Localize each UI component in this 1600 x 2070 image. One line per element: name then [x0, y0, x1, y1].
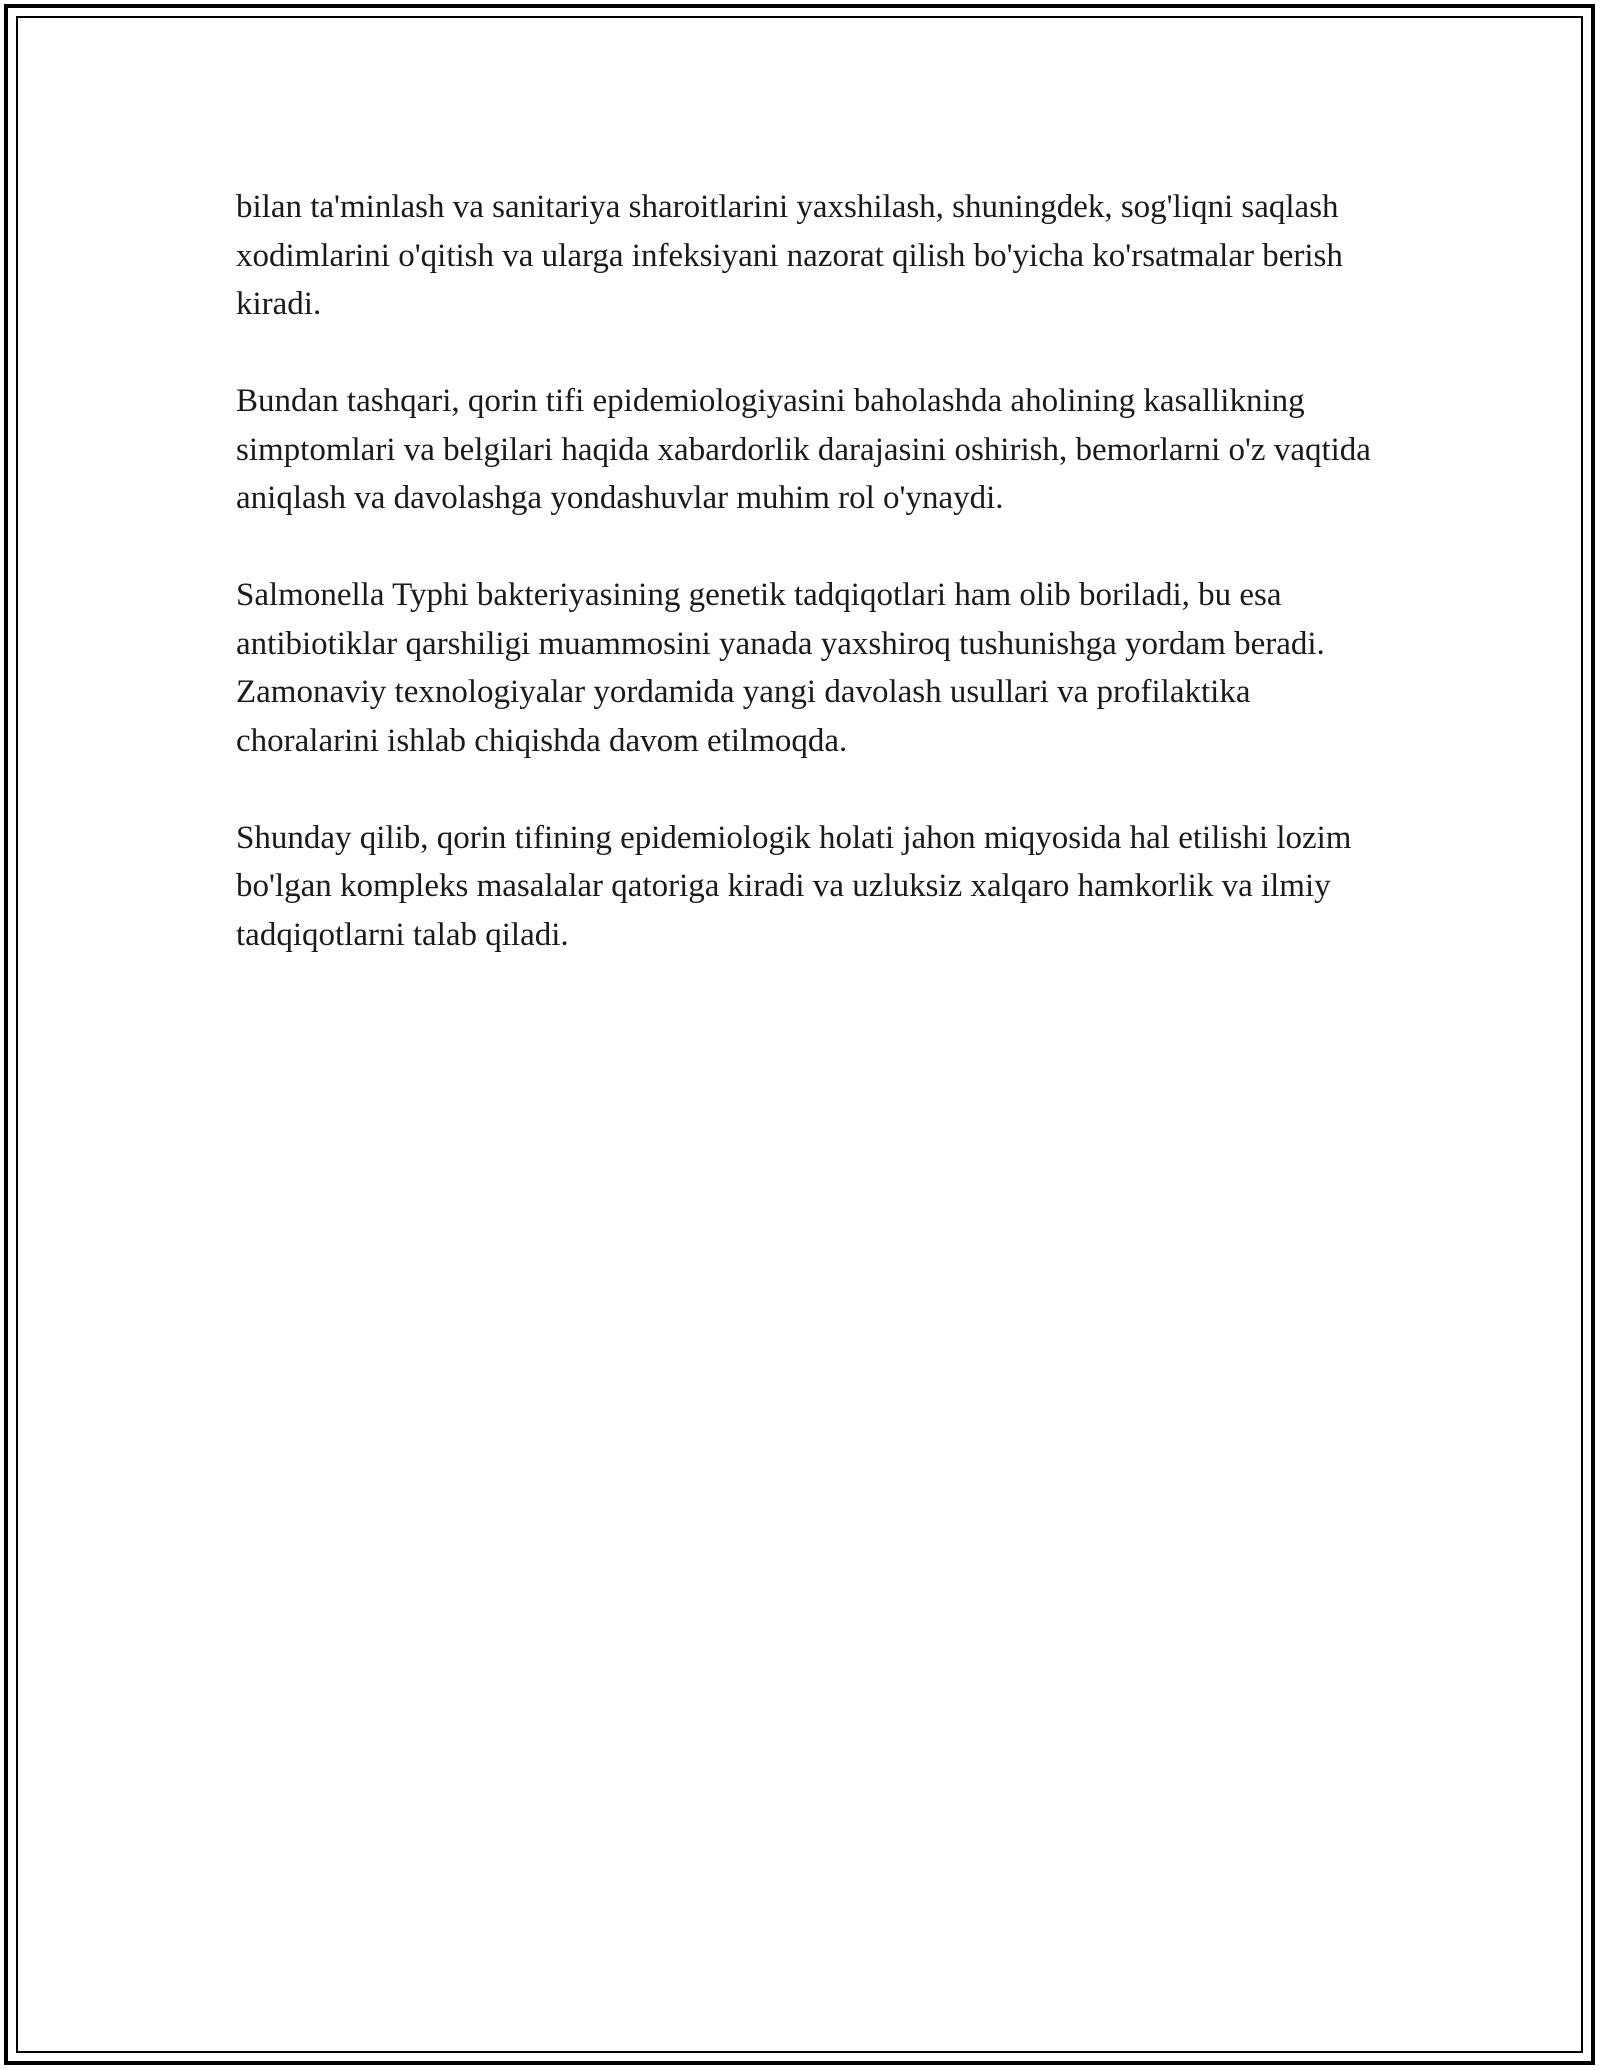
paragraph-1: bilan ta'minlash va sanitariya sharoitlarini yaxshilash, shuningdek, sog'liqni saqlash xodimlarini o'qitish va ularga infeksiyani nazorat qilish bo'yicha ko'rsatmalar berish kiradi.	[236, 189, 1343, 322]
document-body	[236, 183, 1376, 959]
paragraph-3: Salmonella Typhi bakteriyasining genetik tadqiqotlari ham olib boriladi, bu esa antibiotiklar qarshiligi muammosini yanada yaxshiroq tushunishga yordam beradi. Zamonaviy texnologiyalar yordamida yangi davolash usullari va profilaktika choralarini ishlab chiqishda davom etilmoqda.	[236, 577, 1325, 759]
paragraph-4: Shunday qilib, qorin tifining epidemiologik holati jahon miqyosida hal etilishi lozim bo'lgan kompleks masalalar qatoriga kiradi va uzluksiz xalqaro hamkorlik va ilmiy tadqiqotlarni talab qiladi.	[236, 819, 1352, 953]
paragraph-2: Bundan tashqari, qorin tifi epidemiologiyasini baholashda aholining kasallikning simptomlari va belgilari haqida xabardorlik darajasini oshirish, bemorlarni o'z vaqtida aniqlash va davolashga yondashuvlar muhim rol o'ynaydi.	[236, 383, 1371, 516]
